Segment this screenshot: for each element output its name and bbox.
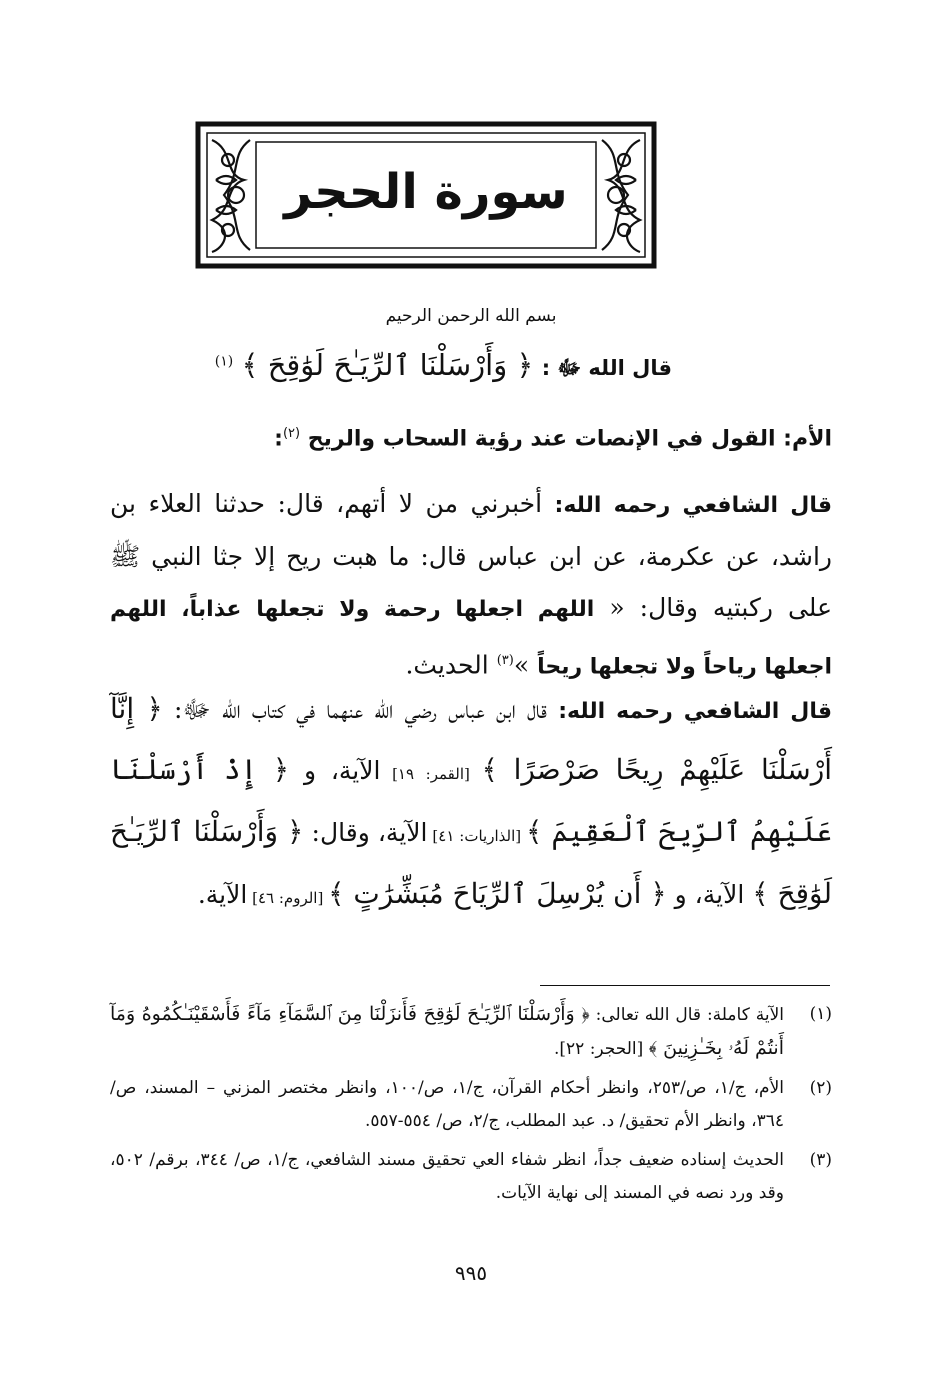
paragraph-tail: الحديث. [405, 650, 497, 680]
footnote-divider [540, 985, 830, 986]
paragraph-text: أخبرني من لا أتهم، قال: حدثنا العلاء بن راشد، عن عكرمة، عن ابن عباس قال: ما هبت ريح إلا جثا النبي ﷺ على ركبتيه وقال: « [110, 489, 832, 622]
quran-verse: ﴿ وَأَرْسَلْنَا ٱلرِّيَـٰحَ لَوَٰقِحَ ﴾ [110, 815, 832, 910]
quran-verse: ﴿ إِنَّآ أَرْسَلْنَا عَلَيْهِمْ رِيحًا صَرْصَرًا ﴾ [110, 692, 832, 786]
dua-text: اللهم اجعلها رحمة ولا تجعلها عذاباً، اللهم اجعلها رياحاً ولا تجعلها ريحاً [110, 597, 832, 680]
paragraph-lead: قال الشافعي رحمه الله: [558, 699, 833, 724]
opening-verse-line [192, 348, 672, 386]
basmala: بسم الله الرحمن الرحيم [385, 306, 557, 326]
footnote-number: (١) [809, 1004, 832, 1024]
footnote-verse: ﴿ وَأَرْسَلْنَا ٱلرِّيَـٰحَ لَوَٰقِحَ فَأَنزَلْنَا مِنَ ٱلسَّمَآءِ مَآءً فَأَسْقَيْنَـٰكُمُوهُ وَمَآ أَنتُمْ لَهُۥ بِخَـٰزِنِينَ ﴾ [110, 1003, 784, 1059]
paragraph-verses [110, 680, 832, 927]
paragraph-hadith [110, 478, 832, 692]
footnote-text: الحديث إسناده ضعيف جداً، انظر شفاء العي تحقيق مسند الشافعي، ج/١، ص/ ٣٤٤، برقم/ ٥٠٢، وقد ورد نصه في المسند إلى نهاية الآيات. [110, 1150, 784, 1203]
paragraph-text: الآية. [197, 880, 248, 909]
footnote-marker: (٢) [282, 426, 301, 441]
section-heading [112, 426, 832, 451]
footnote-number: (٣) [809, 1150, 832, 1170]
footnote-reference: [الحجر: ٢٢]. [553, 1039, 649, 1059]
surah-title-frame [194, 120, 658, 270]
opening-lead: قال الله ﷻ : [541, 356, 672, 380]
quran-verse: ﴿ أَن يُرْسِلَ ٱلرِّيَاحَ مُبَشِّرَٰتٍ ﴾ [328, 877, 667, 910]
quote-close: » [513, 650, 538, 680]
footnote-item [110, 1072, 832, 1138]
verse-reference: [الذاريات: ٤١] [427, 827, 526, 845]
verse-reference: [القمر: ١٩] [380, 765, 482, 783]
paragraph-text: قال ابن عباس رضي الله عنهما في كتاب الله ﷻ: [162, 695, 559, 724]
footnote-text: الأم، ج/١، ص/٢٥٣، وانظر أحكام القرآن، ج/١، ص/١٠٠، وانظر مختصر المزني – المسند، ص/٣٦٤، وانظر الأم تحقيق/ د. عبد المطلب، ج/٢، ص/ ٥٥٤-٥٥٧. [110, 1078, 784, 1131]
footnote-marker: (٣) [496, 653, 514, 668]
opening-verse: ﴿ وَأَرْسَلْنَا ٱلرِّيَـٰحَ لَوَٰقِحَ ﴾ [241, 348, 534, 382]
surah-title: سورة الحجر [284, 164, 568, 220]
footnote-item [110, 1144, 832, 1210]
footnote-marker: (١) [214, 353, 234, 370]
section-heading-text: الأم: القول في الإنصات عند رؤية السحاب والريح [307, 426, 832, 452]
heading-colon: : [274, 426, 283, 452]
verse-reference: [الروم: ٤٦] [247, 889, 329, 907]
paragraph-text: الآية، و [289, 756, 381, 785]
footnotes [110, 998, 832, 1216]
footnote-text: الآية كاملة: قال الله تعالى: [589, 1005, 784, 1025]
paragraph-text: الآية، و [666, 880, 753, 909]
quran-verse: ﴿ إِذْ أَرْسَلْنَا عَلَيْهِمُ ٱلرِّيحَ ٱلْعَقِيمَ ﴾ [110, 753, 833, 848]
page-number: ٩٩٥ [454, 1261, 488, 1285]
paragraph-lead: قال الشافعي رحمه الله: [554, 493, 833, 518]
paragraph-text: الآية، وقال: [303, 818, 428, 847]
footnote-number: (٢) [809, 1078, 832, 1098]
footnote-item [110, 998, 832, 1066]
